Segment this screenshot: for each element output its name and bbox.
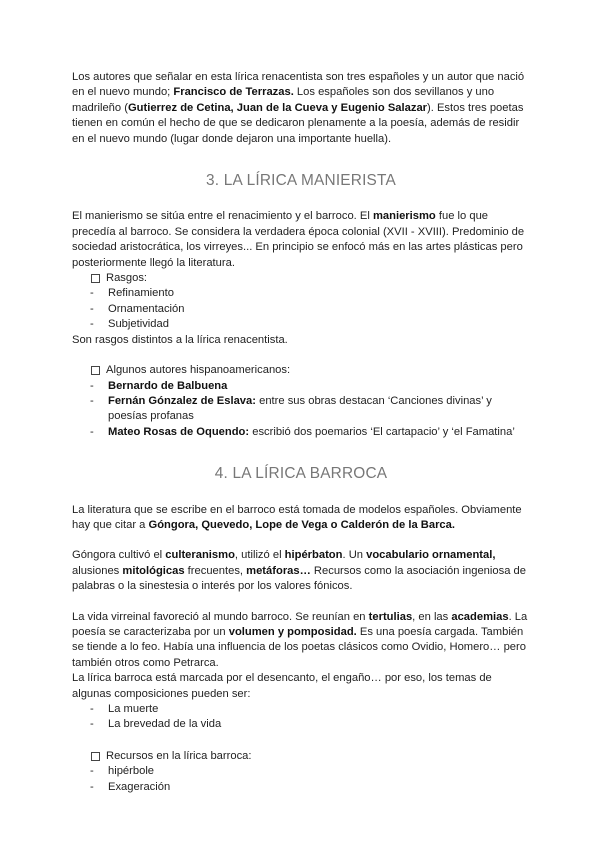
temas-list: [72, 702, 530, 733]
bold-text: Francisco de Terrazas.: [173, 86, 294, 99]
checklist-item-rasgos: [91, 271, 530, 286]
bold-text: academias: [451, 610, 509, 623]
dash-bullet-icon: -: [90, 703, 94, 715]
list-item: [72, 764, 530, 779]
bold-text: tertulias: [368, 610, 413, 623]
list-item: [72, 780, 530, 795]
text: alusiones: [72, 564, 123, 577]
text: Recursos como la asociación ingeniosa de palabras o la sinestesia o interés por los valores fónicos.: [72, 564, 526, 593]
text: fue lo que precedía al barroco. Se considera la verdadera época colonial (XVII - XVIII). Predominio de sociedad aristocrática, los virreyes... En principio se enfocó más en las artes plásticas pero posteriormente llegó la literatura.: [72, 210, 525, 269]
section-title-barroca: 4. LA LÍRICA BARROCA: [214, 465, 388, 483]
list-item-text: La muerte: [108, 703, 159, 715]
barroco-paragraph-1: [72, 503, 530, 534]
dash-bullet-icon: -: [90, 379, 94, 392]
text: La vida virreinal favoreció al mundo barroco. Se reunían en: [72, 610, 369, 623]
text: Góngora cultivó el: [72, 549, 166, 562]
list-item: [72, 702, 530, 717]
list-item: [72, 286, 530, 301]
bold-text: manierismo: [372, 210, 436, 223]
list-item-text: hipérbole: [108, 765, 155, 778]
barroco-paragraph-3: [72, 610, 530, 672]
text: Los españoles son dos sevillanos y uno madrileño (: [72, 86, 495, 114]
bold-text: volumen y pomposidad.: [228, 625, 357, 638]
dash-bullet-icon: -: [90, 780, 94, 793]
manierismo-paragraph: [72, 209, 530, 271]
author-description: entre sus obras destacan ‘Canciones divinas’ y poesías profanas: [108, 394, 492, 423]
bold-text: hipérbaton: [284, 549, 343, 562]
text: Los autores que señalar en esta lírica renacentista son tres españoles y un autor que nació en el nuevo mundo;: [72, 71, 525, 99]
rasgos-note: Son rasgos distintos a la lírica renacentista.: [72, 333, 288, 346]
intro-paragraph: [72, 70, 530, 147]
dash-bullet-icon: -: [90, 302, 94, 315]
text: , utilizó el: [234, 549, 285, 562]
text: Es una poesía cargada. También se tiende a lo feo. Había una influencia de los poetas clásicos como Ovidio, Homero… pero también otros como Petrarca.: [72, 625, 526, 669]
author-name: Mateo Rosas de Oquendo:: [108, 425, 250, 438]
checklist-label: Rasgos:: [106, 272, 148, 285]
checkbox-icon[interactable]: [91, 752, 100, 761]
barroco-paragraph-2: [72, 548, 530, 594]
autores-list: [72, 379, 530, 441]
bold-text: Gutierrez de Cetina, Juan de la Cueva y Eugenio Salazar: [127, 101, 428, 114]
list-item-text: Subjetividad: [108, 318, 169, 331]
list-item: [72, 379, 530, 394]
dash-bullet-icon: -: [90, 765, 94, 778]
checklist-label: Algunos autores hispanoamericanos:: [106, 364, 291, 377]
document-body: [72, 70, 530, 795]
author-name: Bernardo de Balbuena: [108, 379, 228, 392]
list-item: [72, 394, 530, 425]
bold-text: Góngora, Quevedo, Lope de Vega o Calderón de la Barca.: [148, 518, 455, 531]
text: . La poesía se caracterizaba por un: [72, 610, 528, 638]
dash-bullet-icon: -: [90, 425, 94, 438]
rasgos-list: [72, 286, 530, 332]
text: frecuentes,: [184, 564, 247, 577]
author-name: Fernán Gónzalez de Eslava:: [108, 394, 256, 407]
checklist-item-recursos: [91, 749, 530, 764]
list-item-text: Exageración: [108, 780, 171, 793]
checklist-label: Recursos en la lírica barroca:: [106, 749, 252, 762]
text: ). Estos tres poetas tienen en común el hecho de que se dedicaron plenamente a la poesía, además de residir en el nuevo mundo (lugar donde dejaron una importante huella).: [72, 101, 524, 145]
list-item: [72, 425, 530, 440]
checkbox-icon[interactable]: [91, 274, 100, 283]
list-item-text: Ornamentación: [108, 302, 185, 315]
barroco-paragraph-4: La lírica barroca está marcada por el desencanto, el engaño… por eso, los temas de algunas composiciones pueden ser:: [72, 672, 492, 700]
section-title-manierista: 3. LA LÍRICA MANIERISTA: [206, 172, 396, 190]
text: El manierismo se sitúa entre el renacimiento y el barroco. El: [72, 210, 373, 223]
dash-bullet-icon: -: [90, 287, 94, 300]
recursos-list: [72, 764, 530, 795]
text: . Un: [342, 549, 367, 562]
list-item: [72, 717, 530, 732]
dash-bullet-icon: -: [90, 718, 94, 731]
dash-bullet-icon: -: [90, 394, 94, 407]
bold-text: culteranismo: [165, 549, 235, 562]
text: , en las: [412, 610, 452, 623]
text: La literatura que se escribe en el barroco está tomada de modelos españoles. Obviamente hay que citar a: [72, 503, 522, 531]
checkbox-icon[interactable]: [91, 366, 100, 375]
checklist-item-autores: [91, 363, 530, 378]
list-item-text: Refinamiento: [108, 287, 174, 300]
list-item: [72, 317, 530, 332]
list-item: [72, 302, 530, 317]
bold-text: vocabulario ornamental,: [366, 549, 496, 562]
bold-text: mitológicas: [122, 564, 185, 577]
list-item-text: La brevedad de la vida: [108, 718, 222, 731]
author-description: escribió dos poemarios ‘El cartapacio’ y ‘el Famatina’: [249, 425, 515, 438]
dash-bullet-icon: -: [90, 318, 94, 331]
bold-text: metáforas…: [246, 564, 311, 577]
